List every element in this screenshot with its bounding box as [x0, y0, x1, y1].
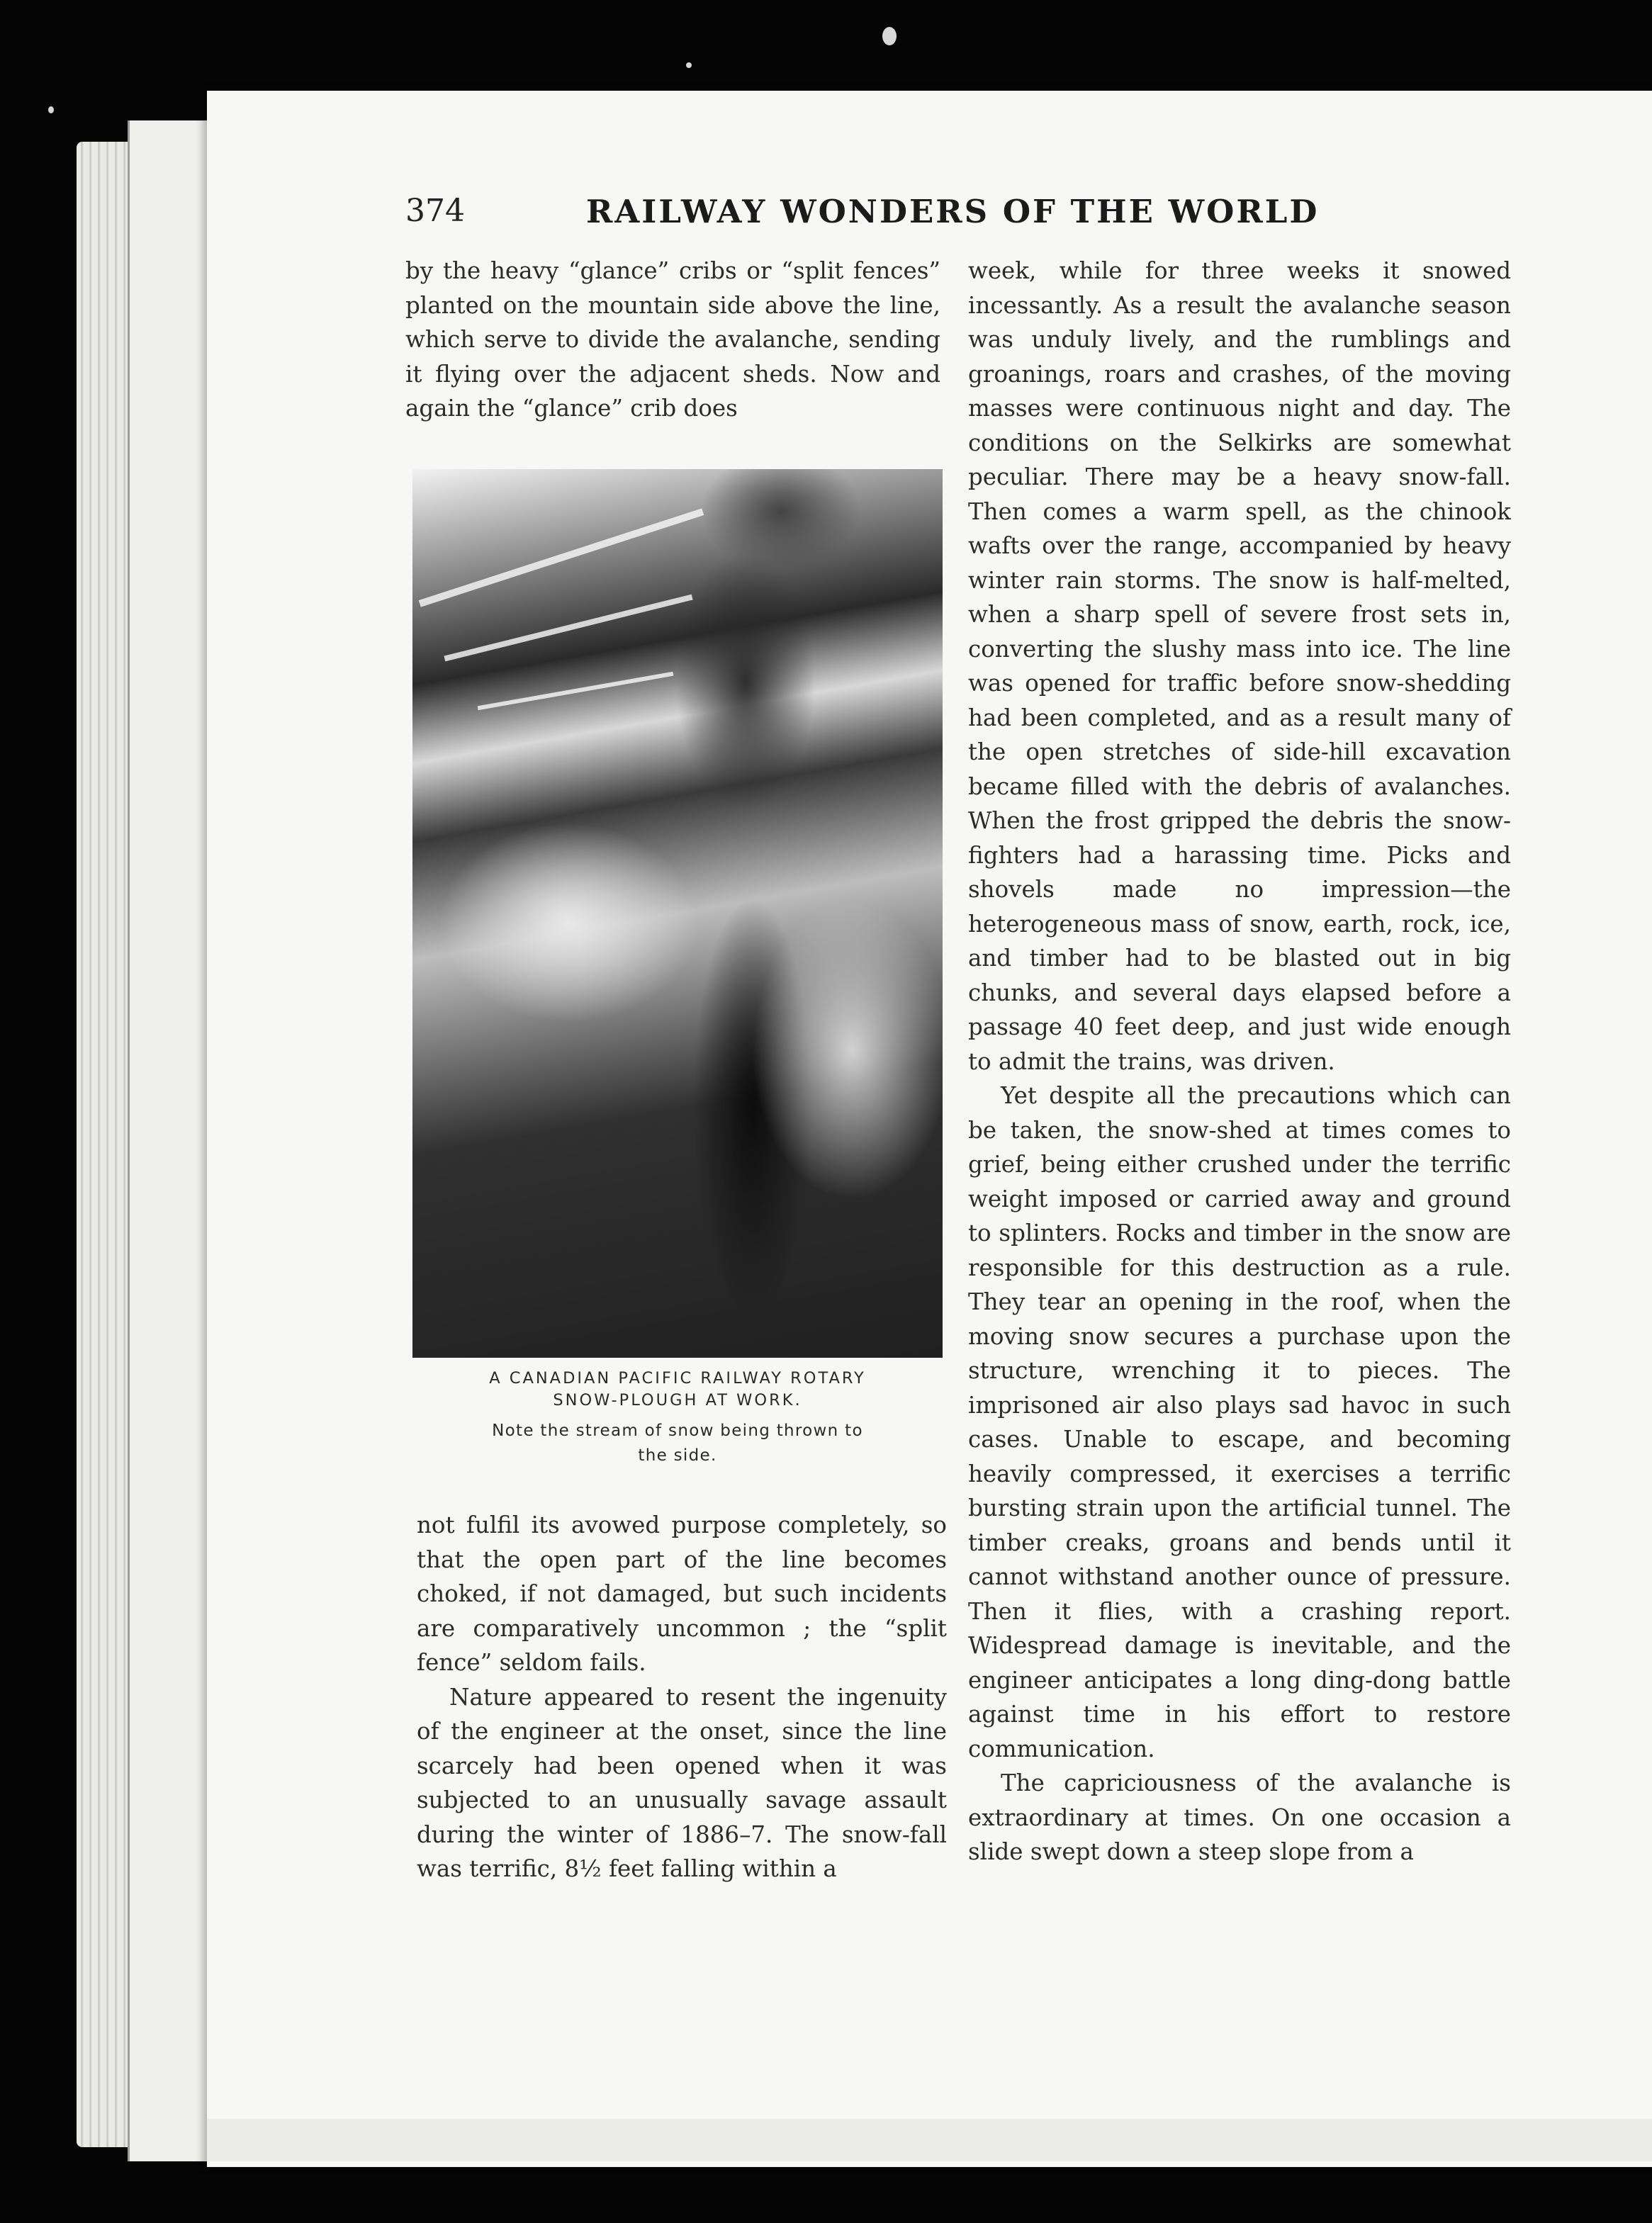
page-number: 374 — [405, 193, 465, 229]
caption-title-line: A CANADIAN PACIFIC RAILWAY ROTARY — [489, 1369, 866, 1388]
paragraph: by the heavy “glance” cribs or “split fences” planted on the mountain side above the line, which serve to divide the avalanche, sending it flying over the adjacent sheds. Now and again the “glance” crib does — [405, 257, 940, 422]
left-column-top — [405, 254, 940, 426]
page-header — [405, 193, 1490, 242]
dust-speck — [882, 27, 897, 45]
dust-speck — [48, 106, 54, 113]
paragraph: Yet despite all the precautions which can be taken, the snow-shed at times comes to grief, being either crushed under the terrific weight imposed or carried away and ground to splinters. Rocks and timber in the snow are responsible for this destruction as a rule. They tear an opening in the roof, when the moving snow secures a purchase upon the structure, wrenching it to pieces. The imprisoned air also plays sad havoc in such cases. Unable to escape, and becoming heavily compressed, it exercises a terrific bursting strain upon the artificial tunnel. The timber creaks, groans and bends until it cannot withstand another ounce of pressure. Then it flies, with a crashing report. Widespread damage is inevitable, and the engineer anticipates a long ding-dong battle against time in his effort to restore communication. — [968, 1082, 1511, 1762]
figure-caption-note — [412, 1419, 943, 1468]
paragraph: not fulfil its avowed purpose completely, so that the open part of the line becomes choked, if not damaged, but such incidents are comparatively uncommon ; the “split fence” seldom fails. — [417, 1512, 947, 1676]
snow-plough-photograph — [412, 469, 943, 1358]
book-page-bottom-edge — [207, 2119, 1652, 2161]
paragraph: Nature appeared to resent the ingenuity of the engineer at the onset, since the line scarcely had been opened when it was subjected to an unusually savage assault during the winter of 1886–7. The snow-fall was terrific, 8½ feet falling within a — [417, 1683, 947, 1882]
caption-note-line: Note the stream of snow being thrown to — [492, 1422, 863, 1440]
running-title: RAILWAY WONDERS OF THE WORLD — [586, 193, 1320, 230]
paragraph: The capriciousness of the avalanche is extraordinary at times. On one occasion a slide swept down a steep slope from a — [968, 1769, 1511, 1865]
left-column-bottom — [417, 1508, 947, 1886]
caption-title-line: SNOW-PLOUGH AT WORK. — [553, 1391, 802, 1409]
caption-note-line: the side. — [638, 1446, 717, 1465]
right-column — [968, 254, 1511, 1869]
dust-speck — [686, 62, 692, 68]
paragraph: week, while for three weeks it snowed incessantly. As a result the avalanche season was unduly lively, and the rumblings and groanings, roars and crashes, of the moving masses were continuous night and day. The conditions on the Selkirks are somewhat peculiar. There may be a heavy snow-fall. Then comes a warm spell, as the chinook wafts over the range, accompanied by heavy winter rain storms. The snow is half-melted, when a sharp spell of severe frost sets in, converting the slushy mass into ice. The line was opened for traffic before snow-shedding had been completed, and as a result many of the open stretches of side-hill excavation became filled with the debris of avalanches. When the frost gripped the debris the snow-fighters had a harassing time. Picks and shovels made no impression—the heterogeneous mass of snow, earth, rock, ice, and timber had to be blasted out in big chunks, and several days elapsed before a passage 40 feet deep, and just wide enough to admit the trains, was driven. — [968, 257, 1511, 1075]
figure-caption-title — [412, 1368, 943, 1412]
